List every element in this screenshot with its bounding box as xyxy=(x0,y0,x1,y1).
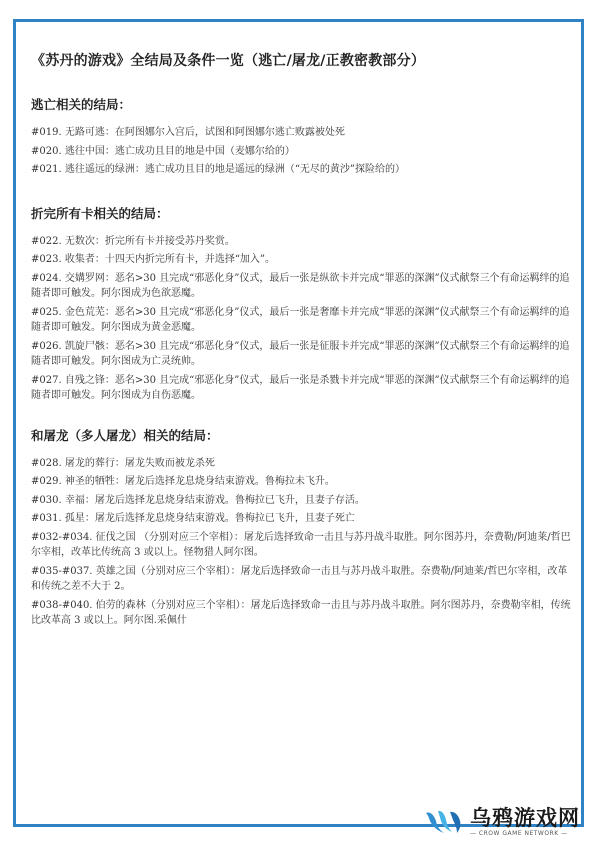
watermark-tagline: — CROW GAME NETWORK — xyxy=(470,830,568,837)
section-escape xyxy=(31,95,571,178)
list-item: #019. 无路可逃：在阿图娜尔入宫后，试图和阿图娜尔逃亡败露被处死 xyxy=(31,127,345,138)
list-item: #038-#040. 伯劳的森林（分别对应三个宰相）：屠龙后选择致命一击且与苏丹战斗取胜。阿尔图苏丹，奈费勒宰相，传统比改革高 3 或以上。阿尔图.采佩什 xyxy=(31,599,571,626)
list-item: #029. 神圣的牺牲：屠龙后选择龙息烧身结束游戏。鲁梅拉未飞升。 xyxy=(31,476,335,487)
watermark-name: 乌鸦游戏网 xyxy=(470,806,580,830)
document-title: 《苏丹的游戏》全结局及条件一览（逃亡/屠龙/正教密教部分） xyxy=(31,53,426,69)
list-item: #031. 孤星：屠龙后选择龙息烧身结束游戏。鲁梅拉已飞升，且妻子死亡 xyxy=(31,513,355,524)
list-item: #025. 金色荒芜：恶名>30 且完成“邪恶化身”仪式，最后一张是奢靡卡并完成“罪恶的深渊”仪式献祭三个有命运羁绊的追随者即可触发。阿尔图成为黄金恶魔。 xyxy=(31,306,570,333)
section-dragon-slaying xyxy=(31,426,571,629)
list-item: #035-#037. 英雄之国（分别对应三个宰相）：屠龙后选择致命一击且与苏丹战斗取胜。奈费勒/阿迪莱/哲巴尔宰相，改革和传统之差不大于 2。 xyxy=(31,565,568,592)
section-heading: 折完所有卡相关的结局： xyxy=(31,205,169,221)
section-heading: 和屠龙（多人屠龙）相关的结局： xyxy=(31,427,219,443)
section-all-cards xyxy=(31,204,571,404)
watermark-text xyxy=(470,807,580,837)
section-heading: 逃亡相关的结局： xyxy=(31,97,132,112)
list-item: #030. 幸福：屠龙后选择龙息烧身结束游戏。鲁梅拉已飞升，且妻子存活。 xyxy=(31,494,365,506)
list-item: #026. 凯旋尸骸：恶名>30 且完成“邪恶化身”仪式，最后一张是征服卡并完成“罪恶的深渊”仪式献祭三个有命运羁绊的追随者即可触发。阿尔图成为亡灵统帅。 xyxy=(31,340,570,367)
list-item: #024. 交媾罗网：恶名>30 且完成“邪恶化身”仪式，最后一张是纵欲卡并完成“罪恶的深渊”仪式献祭三个有命运羁绊的追随者即可触发。阿尔图成为色欲恶魔。 xyxy=(31,272,570,299)
site-watermark xyxy=(424,805,580,839)
document-body xyxy=(31,50,571,649)
list-item: #028. 屠龙的葬行：屠龙失败而被龙杀死 xyxy=(31,457,215,469)
list-item: #023. 收集者：十四天内折完所有卡，并选择“加入”。 xyxy=(31,254,276,265)
list-item: #021. 逃往遥远的绿洲：逃亡成功且目的地是遥远的绿洲（“无尽的黄沙”探险给的） xyxy=(31,164,406,175)
list-item: #027. 自残之锋：恶名>30 且完成“邪恶化身”仪式，最后一张是杀戮卡并完成“罪恶的深渊”仪式献祭三个有命运羁绊的追随者即可触发。阿尔图成为自伤恶魔。 xyxy=(31,374,570,401)
list-item: #020. 逃往中国：逃亡成功且目的地是中国（麦娜尔给的） xyxy=(31,145,295,157)
crow-logo-icon xyxy=(424,807,464,837)
list-item: #032-#034. 征伐之国 （分别对应三个宰相）：屠龙后选择致命一击且与苏丹战斗取胜。阿尔图苏丹，奈费勒/阿迪莱/哲巴尔宰相，改革比传统高 3 或以上。怪物猎人阿尔图。 xyxy=(31,531,571,558)
list-item: #022. 无数次：折完所有卡并接受苏丹奖赏。 xyxy=(31,235,235,247)
